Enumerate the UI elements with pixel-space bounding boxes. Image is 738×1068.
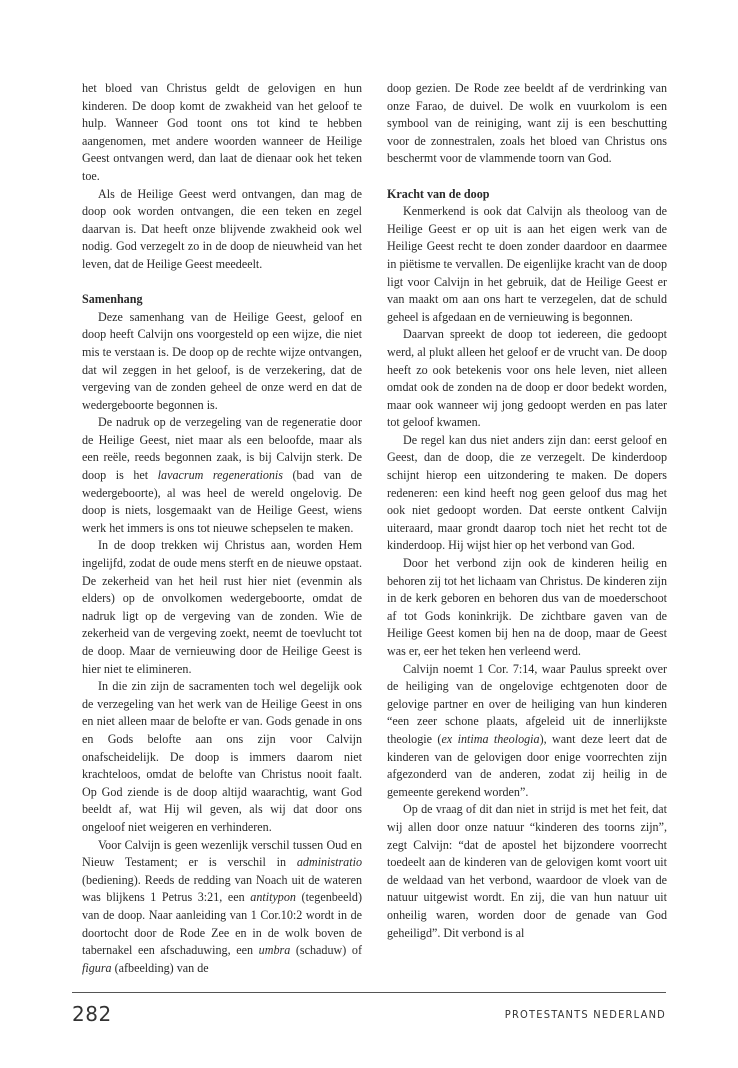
heading-kracht-van-de-doop: Kracht van de doop: [387, 186, 490, 201]
right-paragraph-5: Door het verbond zijn ook de kinderen heilig en behoren zij tot het lichaam van Christus. De kinderen zijn in de kerk geboren en behoren dus van de moederschoot af tot Gods koninkrijk. De zichtbare gaven van de Heilige Geest komen bij hen na de doop, maar de Geest was er, eer het teken hen verleend werd.: [387, 556, 667, 658]
left-paragraph-4: De nadruk op de verzegeling van de regeneratie door de Heilige Geest, niet maar als een beloofde, maar als een reële, reeds begonnen zaak, is bij Calvijn sterk. De doop is het lavacrum regenerationis (bad van de wedergeboorte), al was heel de wereld ongelovig. De doop is niets, losgemaakt van de Heilige Geest, wiens werk het immers is ons tot nieuwe schepselen te maken.: [82, 415, 362, 535]
heading-samenhang: Samenhang: [82, 292, 143, 307]
right-paragraph-7: Op de vraag of dit dan niet in strijd is met het feit, dat wij allen door onze natuur “kinderen des toorns zijn”, zegt Calvijn: “dat de apostel het bijzondere voorrecht toedeelt aan de kinderen van de gelovigen komt voort uit de weldaad van het verbond, waardoor de vloek van de natuur uitgewist wordt. En zij, die van hun natuur uit onheilig waren, worden door de genade van God geheiligd”. Dit verbond is al: [387, 802, 667, 940]
publication-name: PROTESTANTS NEDERLAND: [504, 1008, 666, 1021]
section-gap: [82, 274, 362, 292]
right-paragraph-4: De regel kan dus niet anders zijn dan: eerst geloof en Geest, dan de doop, die ze verzegelt. De kinderdoop schijnt hierop een uitzondering te maken. De dopers redeneren: een kind heeft nog geen geloof dus mag het ook niet gedoopt worden. Dat eerste ontkent Calvijn uiteraard, maar grondt daarop toch niet het recht tot de kinderdoop. Hij wijst hier op het verbond van God.: [387, 432, 667, 553]
left-paragraph-1: het bloed van Christus geldt de gelovigen en hun kinderen. De doop komt de zwakheid van het geloof te hulp. Wanneer God toont ons tot kind te hebben aangenomen, met andere woorden wanneer de Heilige Geest ontvangen werd, dan laat de dienaar ook het teken toe.: [82, 81, 362, 183]
left-column: [82, 80, 362, 977]
page-number: 282: [72, 1002, 112, 1026]
left-paragraph-5: In de doop trekken wij Christus aan, worden Hem ingelijfd, zodat de oude mens sterft en de nieuwe opstaat. De zekerheid van het heil rust hier niet (evenmin als elders) op de onvolkomen wedergeboorte, omdat de nadruk ligt op de vergeving van de zonden. Wie de zekerheid van de vergeving zoekt, neemt de toevlucht tot de doop. Maar de vernieuwing door de Heilige Geest is hier niet te elimineren.: [82, 538, 362, 676]
left-paragraph-2: Als de Heilige Geest werd ontvangen, dan mag de doop ook worden ontvangen, die een teken en zegel daarvan is. Dat heeft onze blijvende zwakheid ook wel nodig. God verzegelt zo in de doop de nieuwheid van het leven, dat de Heilige Geest meedeelt.: [82, 186, 362, 271]
left-paragraph-6: In die zin zijn de sacramenten toch wel degelijk ook de verzegeling van het werk van de Heilige Geest in ons en niet alleen maar de belofte er van. Gods genade in ons en Gods belofte aan ons zijn voor Calvijn onafscheidelijk. De doop is immers daarom niet krachteloos, omdat de belofte van Christus nooit faalt. Op God ziende is de doop altijd waarachtig, want God beeldt af, wat Hij wil geven, als wij dat door ons ongeloof niet weigeren en verhinderen.: [82, 679, 362, 834]
left-paragraph-3: Deze samenhang van de Heilige Geest, geloof en doop heeft Calvijn ons voorgesteld op een wijze, die niet mis te verstaan is. De doop op de rechte wijze ontvangen, dat wil zeggen in het geloof, is de verzekering, dat de vergeving van de zonden geheel de onze werd en dat de wedergeboorte begonnen is.: [82, 309, 362, 412]
left-paragraph-7: Voor Calvijn is geen wezenlijk verschil tussen Oud en Nieuw Testament; er is verschil in administratio (bediening). Reeds de redding van Noach uit de wateren was blijkens 1 Petrus 3:21, een antitypon (tegenbeeld) van de doop. Naar aanleiding van 1 Cor.10:2 wordt in de doortocht door de Rode Zee en in de wolk boven de tabernakel een afschaduwing, een umbra (schaduw) of figura (afbeelding) van de: [82, 837, 362, 975]
right-paragraph-1: doop gezien. De Rode zee beeldt af de verdrinking van onze Farao, de duivel. De wolk en vuurkolom is een symbool van de reiniging, want zij is een beschutting voor de zonnestralen, zoals het bloed van Christus ons beschermt voor de vlammende toorn van God.: [387, 81, 667, 166]
right-paragraph-2: Kenmerkend is ook dat Calvijn als theoloog van de Heilige Geest er op uit is aan het eigen werk van de Heilige Geest recht te doen zonder daardoor en daarmee in piëtisme te vervallen. De eigenlijke kracht van de doop ligt voor Calvijn in het gebruik, dat de Heilige Geest er van maakt om aan ons hart te verzegelen, dat de schuld geheel is afgedaan en de vernieuwing is begonnen.: [387, 204, 667, 324]
right-column: [387, 80, 667, 942]
section-gap: [387, 168, 667, 186]
right-paragraph-6: Calvijn noemt 1 Cor. 7:14, waar Paulus spreekt over de heiliging van de ongelovige echtgenoten door de gelovige partner en over de heiliging van hun kinderen “een zeer schone plaats, afgeleid uit de innerlijkste theologie (ex intima theologia), want deze leert dat de kinderen van de gelovigen door enige voorrechten zijn afgezonderd van de anderen, zodat zij heilig in de gemeente gerekend worden”.: [387, 661, 667, 799]
footer-divider: [72, 992, 666, 993]
right-paragraph-3: Daarvan spreekt de doop tot iedereen, die gedoopt werd, al plukt alleen het geloof er de vrucht van. De doop heeft zo ook betekenis voor ons hele leven, niet alleen omdat ook de zonden na de doop er door bedekt worden, maar ook wanneer wij jong gedoopt werden en pas later tot geloof kwamen.: [387, 327, 667, 430]
